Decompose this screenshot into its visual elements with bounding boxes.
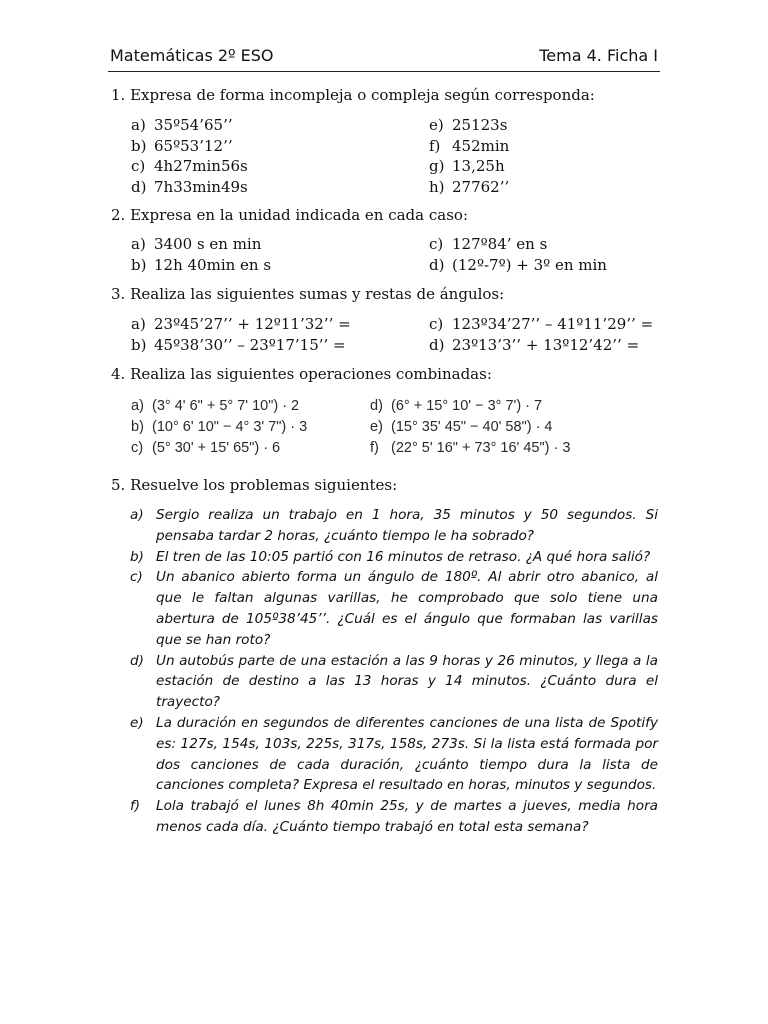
exercise-item: a) (3° 4' 6" + 5° 7' 10") · 2 xyxy=(131,398,300,414)
exercise-item: c) (5° 30' + 15' 65") · 6 xyxy=(131,440,281,456)
exercise-item: a) 35º54’65’’ xyxy=(131,116,233,134)
q3-left-items xyxy=(131,314,351,355)
q4-left-items xyxy=(131,396,307,459)
exercise-item: a) 23º45’27’’ + 12º11’32’’ = xyxy=(131,315,351,333)
exercise-item: d) (12º-7º) + 3º en min xyxy=(429,255,607,274)
header-topic: Tema 4. Ficha I xyxy=(539,46,658,65)
q4-right-items xyxy=(370,396,570,459)
exercise-item: b) 12h 40min en s xyxy=(131,255,272,274)
exercise-item: f) 452min xyxy=(429,136,510,155)
q1-right-items xyxy=(429,115,509,197)
page-header xyxy=(110,46,658,72)
exercise-item: e) (15° 35' 45" − 40' 58") · 4 xyxy=(370,419,553,435)
question-5-title: 5. Resuelve los problemas siguientes: xyxy=(111,476,398,494)
question-4-title: 4. Realiza las siguientes operaciones combinadas: xyxy=(111,365,492,383)
problem-list xyxy=(130,505,658,838)
exercise-item: g) 13,25h xyxy=(429,157,505,175)
exercise-item: e) 25123s xyxy=(429,116,508,134)
exercise-item: f) (22° 5' 16" + 73° 16' 45") · 3 xyxy=(370,440,571,456)
exercise-item: h) 27762’’ xyxy=(429,177,510,196)
question-1-title: 1. Expresa de forma incompleja o compleja según corresponda: xyxy=(111,86,595,104)
problem-item: a) Sergio realiza un trabajo en 1 hora, 35 minutos y 50 segundos. Si pensaba tardar 2 horas, ¿cuánto tiempo le ha sobrado? xyxy=(130,507,658,544)
header-rule xyxy=(108,71,660,72)
problem-item: d) Un autobús parte de una estación a las 9 horas y 26 minutos, y llega a la estación de destino a las 13 horas y 14 minutos. ¿Cuánto dura el trayecto? xyxy=(130,652,658,711)
question-3-title: 3. Realiza las siguientes sumas y restas de ángulos: xyxy=(111,285,505,303)
exercise-item: c) 127º84’ en s xyxy=(429,235,548,253)
q2-left-items xyxy=(131,234,271,275)
exercise-item: d) 7h33min49s xyxy=(131,177,248,196)
q1-left-items xyxy=(131,115,248,197)
problem-item: c) Un abanico abierto forma un ángulo de 180º. Al abrir otro abanico, al que le faltan algunas varillas, he comprobado que solo tiene una abertura de 105º38’45’’. ¿Cuál es el ángulo que formaban las varillas que se han roto? xyxy=(130,569,658,648)
q3-right-items xyxy=(429,314,653,355)
problem-item: e) La duración en segundos de diferentes canciones de una lista de Spotify es: 127s, 154s, 103s, 225s, 317s, 158s, 273s. Si la lista está formada por dos canciones de cada duración, ¿cuánto tiempo dura la lista de canciones completa? Expresa el resultado en horas, minutos y segundos. xyxy=(130,714,658,794)
problem-item: f) Lola trabajó el lunes 8h 40min 25s, y de martes a jueves, media hora menos cada día. ¿Cuánto tiempo trabajó en total esta semana? xyxy=(130,798,658,835)
exercise-item: b) (10° 6' 10" − 4° 3' 7") · 3 xyxy=(131,419,308,435)
problem-item: b) El tren de las 10:05 partió con 16 minutos de retraso. ¿A qué hora salió? xyxy=(130,548,651,565)
question-2-title: 2. Expresa en la unidad indicada en cada caso: xyxy=(111,206,468,224)
exercise-item: b) 45º38’30’’ – 23º17’15’’ = xyxy=(131,335,346,354)
exercise-item: a) 3400 s en min xyxy=(131,235,262,253)
exercise-item: d) (6° + 15° 10' − 3° 7') · 7 xyxy=(370,398,543,414)
header-subject: Matemáticas 2º ESO xyxy=(110,46,274,65)
exercise-item: b) 65º53’12’’ xyxy=(131,136,233,155)
exercise-item: c) 123º34’27’’ – 41º11’29’’ = xyxy=(429,315,654,333)
exercise-item: c) 4h27min56s xyxy=(131,157,248,175)
exercise-item: d) 23º13’3’’ + 13º12’42’’ = xyxy=(429,335,640,354)
q2-right-items xyxy=(429,234,607,275)
